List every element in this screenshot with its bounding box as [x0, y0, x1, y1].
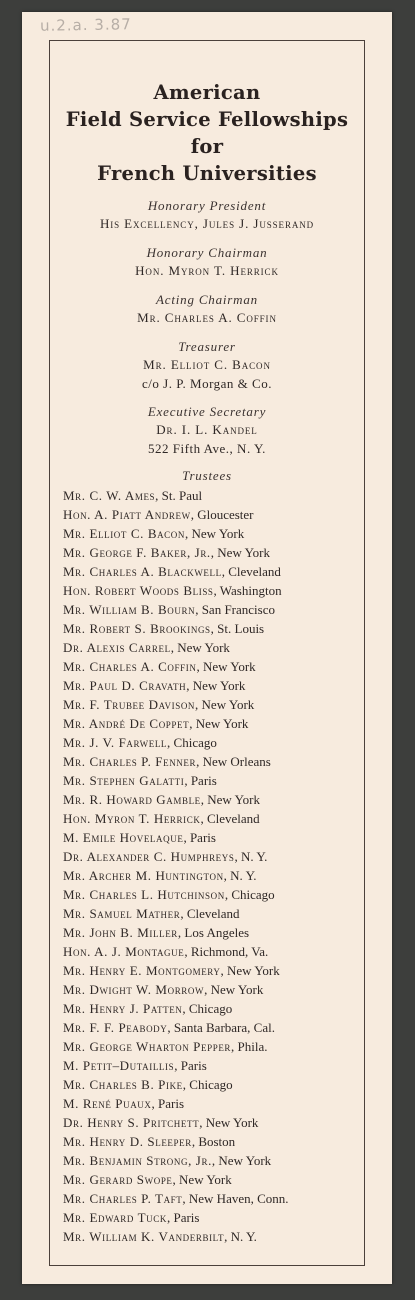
trustee-location: , Chicago: [182, 1001, 233, 1016]
officer-role: Treasurer: [178, 339, 236, 354]
trustee-name: Mr. Elliot C. Bacon: [63, 526, 185, 541]
trustee-entry: [50, 1208, 364, 1227]
trustee-entry: [50, 676, 364, 695]
trustee-location: , Chicago: [224, 887, 275, 902]
trustee-location: , New York: [200, 792, 260, 807]
trustee-entry: [50, 600, 364, 619]
trustee-entry: [50, 1227, 364, 1246]
officers-section: [50, 198, 364, 458]
trustee-location: , Gloucester: [190, 507, 254, 522]
trustees-heading: Trustees: [182, 468, 232, 483]
officer-name: Mr. Elliot C. Bacon: [143, 357, 271, 372]
trustee-name: Hon. Robert Woods Bliss: [63, 583, 214, 598]
trustee-name: Mr. Benjamin Strong, Jr.: [63, 1153, 212, 1168]
trustee-name: Mr. André De Coppet: [63, 716, 190, 731]
trustee-name: Mr. George Wharton Pepper: [63, 1039, 232, 1054]
trustees-list: [50, 486, 364, 1246]
trustee-name: Mr. Charles P. Fenner: [63, 754, 197, 769]
trustee-entry: [50, 524, 364, 543]
trustee-entry: [50, 885, 364, 904]
trustee-name: Mr. William B. Bourn: [63, 602, 196, 617]
trustee-entry: [50, 1037, 364, 1056]
trustee-name: Mr. Charles A. Blackwell: [63, 564, 222, 579]
trustee-name: Mr. Charles B. Pike: [63, 1077, 183, 1092]
pencil-annotation: u.2.a. 3.87: [39, 15, 132, 35]
document-border: [49, 40, 365, 1266]
trustee-entry: [50, 1151, 364, 1170]
document-content: [50, 79, 364, 1246]
trustee-entry: [50, 866, 364, 885]
officer-name: His Excellency, Jules J. Jusserand: [99, 216, 315, 231]
trustee-name: Mr. Charles L. Hutchinson: [63, 887, 225, 902]
trustee-location: , Cleveland: [221, 564, 281, 579]
officer-role: Acting Chairman: [156, 292, 258, 307]
trustee-entry: [50, 657, 364, 676]
officer-name: Hon. Myron T. Herrick: [135, 263, 279, 278]
title-line: for: [190, 135, 224, 158]
trustee-entry: [50, 714, 364, 733]
officer-role: Executive Secretary: [147, 404, 267, 419]
trustee-name: Mr. Charles A. Coffin: [63, 659, 197, 674]
officer-role: Honorary President: [147, 198, 267, 213]
trustee-entry: [50, 1056, 364, 1075]
trustee-name: Hon. A. Piatt Andrew: [63, 507, 191, 522]
trustee-location: , Paris: [151, 1096, 185, 1111]
trustee-entry: [50, 828, 364, 847]
trustee-name: Mr. C. W. Ames: [63, 488, 156, 503]
officer-name: Mr. Charles A. Coffin: [137, 310, 277, 325]
trustee-location: , N. Y.: [223, 868, 257, 883]
trustee-entry: [50, 505, 364, 524]
trustee-location: , Paris: [174, 1058, 207, 1073]
trustee-entry: [50, 847, 364, 866]
trustee-location: , Phila.: [231, 1039, 268, 1054]
trustee-name: M. Emile Hovelaque: [63, 830, 184, 845]
trustee-entry: [50, 543, 364, 562]
trustee-entry: [50, 733, 364, 752]
trustee-location: , New Orleans: [196, 754, 271, 769]
trustee-name: Mr. F. Trubee Davison: [63, 697, 196, 712]
trustee-name: Mr. Henry J. Patten: [63, 1001, 183, 1016]
trustee-name: Mr. Paul D. Cravath: [63, 678, 187, 693]
trustee-location: , New York: [195, 697, 255, 712]
trustee-location: , Richmond, Va.: [184, 944, 269, 959]
trustee-name: Mr. Archer M. Huntington: [63, 868, 224, 883]
trustee-entry: [50, 581, 364, 600]
trustee-name: Mr. Edward Tuck: [63, 1210, 167, 1225]
trustee-entry: [50, 1132, 364, 1151]
trustee-location: , Los Angeles: [177, 925, 250, 940]
officer-address: c/o J. P. Morgan & Co.: [142, 376, 272, 391]
trustee-name: Mr. Stephen Galatti: [63, 773, 185, 788]
trustee-name: Dr. Henry S. Pritchett: [63, 1115, 200, 1130]
trustee-entry: [50, 904, 364, 923]
trustee-name: Dr. Alexis Carrel: [63, 640, 171, 655]
trustee-location: , New York: [172, 1172, 232, 1187]
trustee-name: Mr. Robert S. Brookings: [63, 621, 211, 636]
trustee-name: Mr. R. Howard Gamble: [63, 792, 201, 807]
title-line: Field Service Fellowships: [65, 108, 349, 131]
trustee-location: , New Haven, Conn.: [182, 1191, 289, 1206]
officer-block: [50, 292, 364, 328]
trustee-location: , Cleveland: [180, 906, 240, 921]
trustee-entry: [50, 1075, 364, 1094]
trustee-location: , St. Louis: [210, 621, 265, 636]
trustee-entry: [50, 1018, 364, 1037]
trustee-entry: [50, 923, 364, 942]
trustee-name: M. Petit–Dutaillis: [63, 1058, 175, 1073]
trustee-name: Mr. J. V. Farwell: [63, 735, 168, 750]
trustee-entry: [50, 980, 364, 999]
trustee-name: Mr. John B. Miller: [63, 925, 178, 940]
trustee-location: , Paris: [166, 1210, 200, 1225]
officer-block: [50, 404, 364, 458]
trustee-location: , New York: [196, 659, 256, 674]
trustee-entry: [50, 638, 364, 657]
trustee-entry: [50, 1170, 364, 1189]
trustee-entry: [50, 1189, 364, 1208]
trustee-location: , St. Paul: [155, 488, 203, 503]
trustee-location: , New York: [199, 1115, 259, 1130]
trustee-name: Mr. Charles P. Taft: [63, 1191, 183, 1206]
trustee-entry: [50, 486, 364, 505]
trustee-location: , Chicago: [167, 735, 217, 750]
officer-block: [50, 339, 364, 393]
trustee-entry: [50, 942, 364, 961]
trustee-location: , New York: [220, 963, 280, 978]
trustee-entry: [50, 999, 364, 1018]
trustee-location: , N. Y.: [234, 849, 268, 864]
trustee-location: , Washington: [213, 583, 282, 598]
trustee-name: Mr. F. F. Peabody: [63, 1020, 168, 1035]
trustee-location: , New York: [186, 678, 246, 693]
trustee-location: , San Francisco: [195, 602, 275, 617]
trustee-entry: [50, 1113, 364, 1132]
trustee-name: Mr. Dwight W. Morrow: [63, 982, 205, 997]
trustee-location: , New York: [185, 526, 245, 541]
trustee-location: , Cleveland: [200, 811, 260, 826]
officer-block: [50, 198, 364, 234]
trustee-location: , Paris: [183, 830, 216, 845]
trustee-location: , New York: [189, 716, 249, 731]
trustee-name: Mr. William K. Vanderbilt: [63, 1229, 225, 1244]
trustee-location: , Boston: [191, 1134, 236, 1149]
officer-block: [50, 245, 364, 281]
trustee-location: , New York: [204, 982, 264, 997]
title-line: American: [153, 81, 261, 104]
trustee-location: , New York: [211, 1153, 272, 1168]
trustee-location: , Santa Barbara, Cal.: [167, 1020, 275, 1035]
trustee-location: , Paris: [184, 773, 217, 788]
trustee-location: , N. Y.: [224, 1229, 257, 1244]
trustee-entry: [50, 1094, 364, 1113]
trustee-name: Mr. George F. Baker, Jr.: [63, 545, 211, 560]
trustee-entry: [50, 771, 364, 790]
trustee-entry: [50, 961, 364, 980]
document-title: [50, 79, 364, 187]
officer-role: Honorary Chairman: [146, 245, 268, 260]
trustee-name: Mr. Gerard Swope: [63, 1172, 173, 1187]
trustee-name: Mr. Henry D. Sleeper: [63, 1134, 192, 1149]
trustee-entry: [50, 809, 364, 828]
trustee-entry: [50, 619, 364, 638]
trustee-entry: [50, 752, 364, 771]
trustee-location: , New York: [170, 640, 230, 655]
trustee-location: , Chicago: [182, 1077, 233, 1092]
title-line: French Universities: [97, 162, 317, 185]
officer-name: Dr. I. L. Kandel: [156, 422, 258, 437]
trustee-location: , New York: [210, 545, 271, 560]
trustee-name: Dr. Alexander C. Humphreys: [63, 849, 235, 864]
trustee-name: Hon. Myron T. Herrick: [63, 811, 201, 826]
trustee-entry: [50, 562, 364, 581]
trustee-name: Mr. Henry E. Montgomery: [63, 963, 221, 978]
trustee-name: Mr. Samuel Mather: [63, 906, 181, 921]
trustee-name: Hon. A. J. Montague: [63, 944, 185, 959]
trustee-entry: [50, 790, 364, 809]
document-page: [22, 12, 392, 1284]
trustee-entry: [50, 695, 364, 714]
trustee-name: M. René Puaux: [63, 1096, 152, 1111]
officer-address: 522 Fifth Ave., N. Y.: [148, 441, 266, 456]
